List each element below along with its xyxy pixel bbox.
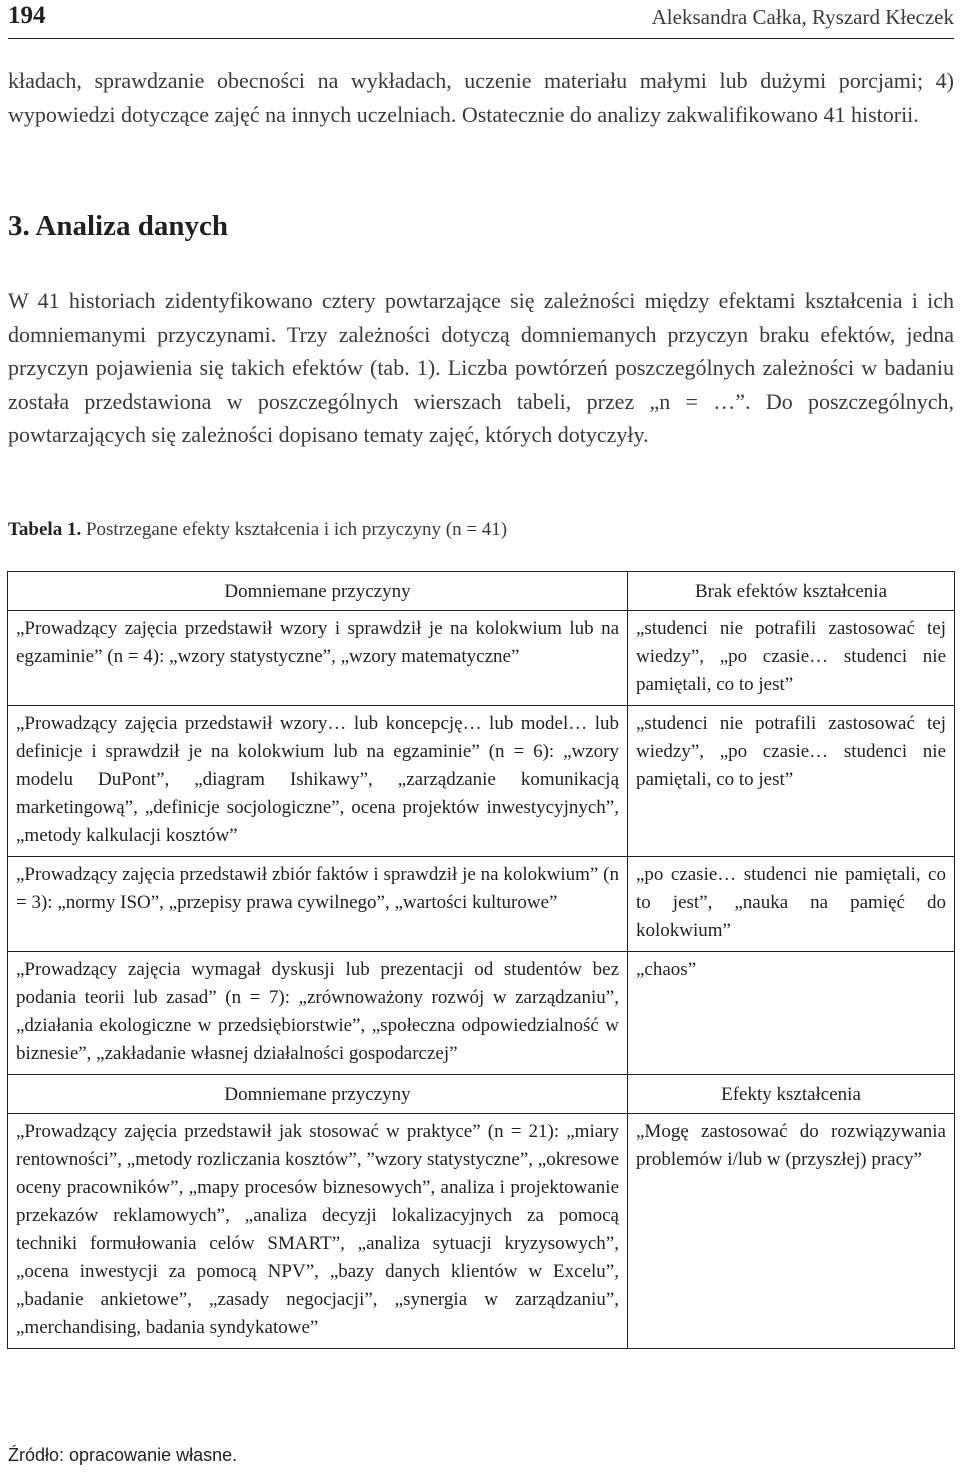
table-row bbox=[8, 1114, 955, 1349]
table-header-no-effects: Brak efektów kształcenia bbox=[628, 572, 955, 611]
table-header-causes: Domniemane przyczyny bbox=[8, 572, 628, 611]
table-header-causes: Domniemane przyczyny bbox=[8, 1075, 628, 1114]
table-row bbox=[8, 611, 955, 706]
section-heading: 3. Analiza danych bbox=[8, 210, 228, 242]
table-cell-cause: „Prowadzący zajęcia przedstawił wzory… lub koncepcję… lub model… lub definicje i sprawdził je na kolokwium lub na egzaminie” (n = 6): „wzory modelu DuPont”, „diagram Ishikawy”, „zarządzanie komunikacją marketingową”, „definicje socjologiczne”, ocena projektów inwestycyjnych”, „metody kalkulacji kosztów” bbox=[8, 706, 628, 857]
table-cell-effect: „Mogę zastosować do rozwiązywania problemów i/lub w (przyszłej) pracy” bbox=[628, 1114, 955, 1349]
page-header bbox=[8, 0, 954, 39]
table-row bbox=[8, 857, 955, 952]
table-cell-effect: „studenci nie potrafili zastosować tej wiedzy”, „po czasie… studenci nie pamiętali, co to jest” bbox=[628, 611, 955, 706]
results-table bbox=[7, 571, 955, 1349]
table-cell-cause: „Prowadzący zajęcia przedstawił zbiór faktów i sprawdził je na kolokwium” (n = 3): „normy ISO”, „przepisy prawa cywilnego”, „wartości kulturowe” bbox=[8, 857, 628, 952]
table-cell-cause: „Prowadzący zajęcia wymagał dyskusji lub prezentacji od studentów bez podania teorii lub zasad” (n = 7): „zrównoważony rozwój w zarządzaniu”, „działania ekologiczne w przedsiębiorstwie”, „społeczna odpowiedzialność w biznesie”, „zakładanie własnej działalności gospodarczej” bbox=[8, 952, 628, 1075]
page-number: 194 bbox=[8, 2, 46, 29]
table-caption bbox=[8, 519, 507, 541]
table-cell-effect: „po czasie… studenci nie pamiętali, co to jest”, „nauka na pamięć do kolokwium” bbox=[628, 857, 955, 952]
table-header-effects: Efekty kształcenia bbox=[628, 1075, 955, 1114]
table-cell-cause: „Prowadzący zajęcia przedstawił wzory i sprawdził je na kolokwium lub na egzaminie” (n = 4): „wzory statystyczne”, „wzory matematyczne” bbox=[8, 611, 628, 706]
table-caption-text: Postrzegane efekty kształcenia i ich przyczyny (n = 41) bbox=[81, 519, 508, 540]
table-row bbox=[8, 706, 955, 857]
table-cell-effect: „studenci nie potrafili zastosować tej wiedzy”, „po czasie… studenci nie pamiętali, co to jest” bbox=[628, 706, 955, 857]
table-header-row bbox=[8, 1075, 955, 1114]
table-cell-effect: „chaos” bbox=[628, 952, 955, 1075]
source-note: Źródło: opracowanie własne. bbox=[8, 1445, 238, 1465]
paragraph-continued: kładach, sprawdzanie obecności na wykładach, uczenie materiału małymi lub dużymi porcjami; 4) wypowiedzi dotyczące zajęć na innych uczelniach. Ostatecznie do analizy zakwalifikowano 41 historii. bbox=[8, 68, 954, 127]
running-head-authors: Aleksandra Całka, Ryszard Kłeczek bbox=[651, 5, 954, 29]
table-cell-cause: „Prowadzący zajęcia przedstawił jak stosować w praktyce” (n = 21): „miary rentowności”, „metody rozliczania kosztów”, ”wzory statystyczne”, „okresowe oceny pracowników”, „mapy procesów biznesowych”, analiza i projektowanie przekazów reklamowych”, „analiza decyzji lokalizacyjnych za pomocą techniki formułowania celów SMART”, „analiza sytuacji kryzysowych”, „ocena inwestycji za pomocą NPV”, „bazy danych klientów w Excelu”, „badanie ankietowe”, „zasady negocjacji”, „synergia w zarządzaniu”, „merchandising, badania syndykatowe” bbox=[8, 1114, 628, 1349]
table-caption-label: Tabela 1. bbox=[8, 519, 82, 540]
paragraph-analysis: W 41 historiach zidentyfikowano cztery powtarzające się zależności między efektami kształcenia i ich domniemanymi przyczynami. Trzy zależności dotyczą domniemanych przyczyn braku efektów, jedna przyczyn pojawienia się takich efektów (tab. 1). Liczba powtórzeń poszczególnych zależności w badaniu została przedstawiona w poszczególnych wierszach tabeli, przez „n = …”. Do poszczególnych, powtarzających się zależności dopisano tematy zajęć, których dotyczyły. bbox=[8, 288, 954, 447]
table-header-row bbox=[8, 572, 955, 611]
table-row bbox=[8, 952, 955, 1075]
